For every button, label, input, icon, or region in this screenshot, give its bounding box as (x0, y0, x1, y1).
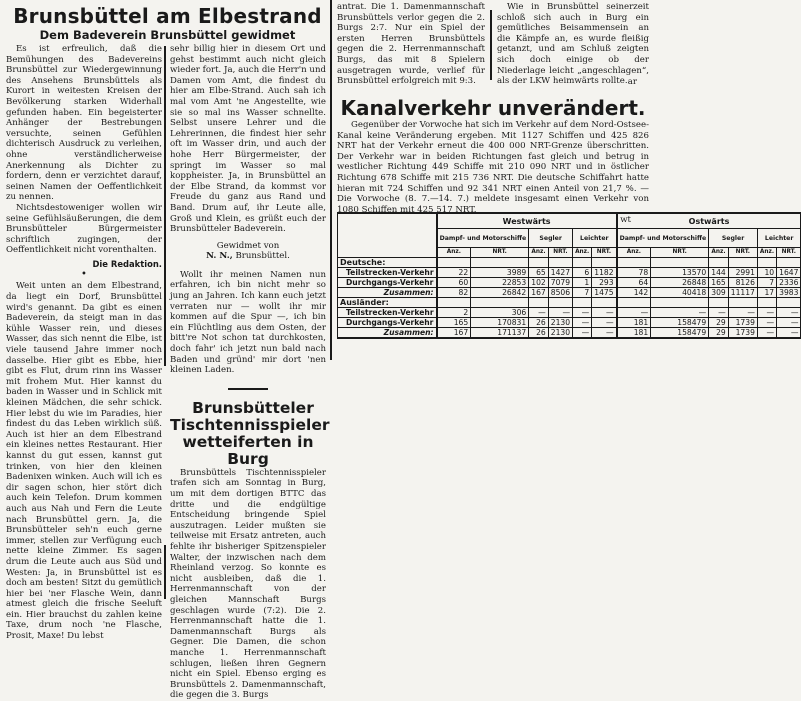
table-cell (651, 258, 709, 268)
article-column-4 (497, 2, 649, 87)
table-cell: 7 (757, 278, 776, 288)
column-rule (330, 0, 332, 360)
table-cell: 10 (757, 268, 776, 278)
table-cell: 26 (529, 318, 549, 328)
table-cell: 158479 (651, 328, 709, 339)
table-cell: 1647 (777, 268, 801, 278)
table-cell: 181 (617, 328, 651, 339)
table-cell: — (757, 318, 776, 328)
table-cell: 22 (437, 268, 471, 278)
table-cell: 165 (709, 278, 729, 288)
table-cell: — (728, 308, 757, 318)
dedication-author: N. N., (206, 251, 233, 262)
row-label: Teilstrecken-Verkehr (338, 308, 437, 318)
table-cell: 7 (573, 288, 592, 298)
table-cell: 1475 (592, 288, 617, 298)
postscript-text: Wollt ihr meinen Namen nun erfahren, ich bin nicht mehr so jung an Jahren. Ich kann euch jetzt verraten nur — wollt ihr mir kommen auf die Spur —, ich bin ein Flüchtling aus dem Osten, der bitt're Not schon tat durchkosten, doch fahr' ich jetzt nun bald nach Baden und gründ' mir dort 'nen kleinen Laden. (170, 269, 326, 376)
table-row (338, 308, 801, 318)
table-cell: — (777, 318, 801, 328)
table-cell (617, 298, 651, 308)
table-cell (651, 298, 709, 308)
table-cell: — (529, 308, 549, 318)
unit-count-header: Anz. (529, 248, 549, 258)
table-cell: — (573, 308, 592, 318)
table-cell: — (592, 318, 617, 328)
column-rule (164, 46, 166, 366)
section-label: Deutsche: (338, 258, 437, 268)
table-cell: 65 (529, 268, 549, 278)
table-cell: — (617, 308, 651, 318)
section-row (338, 258, 801, 268)
table-cell: 3989 (471, 268, 529, 278)
total-label: Zusammen: (338, 288, 437, 298)
unit-nrt-header: NRT. (728, 248, 757, 258)
table-cell: 165 (437, 318, 471, 328)
article-column-1 (6, 44, 162, 642)
table-cell: 60 (437, 278, 471, 288)
table-cell: 144 (709, 268, 729, 278)
unit-count-header: Anz. (437, 248, 471, 258)
unit-count-header: Anz. (617, 248, 651, 258)
table-cell: 6 (573, 268, 592, 278)
table-cell (529, 258, 549, 268)
table-cell: 2130 (548, 328, 572, 339)
row-label: Durchgangs-Verkehr (338, 318, 437, 328)
article-column-3 (337, 2, 485, 87)
section-label: Ausländer: (338, 298, 437, 308)
subheader-sailing: Segler (709, 229, 758, 248)
table-cell: — (592, 308, 617, 318)
table-cell (573, 258, 592, 268)
table-cell: 1182 (592, 268, 617, 278)
tabletennis-headline: Brunsbütteler Tischtennisspieler wetteiferten in Burg (170, 398, 330, 468)
table-cell: 102 (529, 278, 549, 288)
table-cell: 40418 (651, 288, 709, 298)
table-cell: 2336 (777, 278, 801, 288)
table-cell: 306 (471, 308, 529, 318)
table-cell (777, 298, 801, 308)
table-cell: 2130 (548, 318, 572, 328)
table-cell: 78 (617, 268, 651, 278)
bullet-separator: • (81, 269, 87, 281)
table-cell: 2991 (728, 268, 757, 278)
subheader-lighter: Leichter (757, 229, 801, 248)
table-cell (617, 258, 651, 268)
group-header-westward: Westwärts (437, 213, 617, 229)
table-cell: — (757, 308, 776, 318)
table-cell (777, 258, 801, 268)
canal-traffic-table (337, 212, 801, 339)
dedication-place: Brunsbüttel. (235, 251, 290, 262)
table-cell: 1739 (728, 318, 757, 328)
table-cell: 11117 (728, 288, 757, 298)
tabletennis-body-continued: antrat. Die 1. Damenmannschaft Brunsbüttels verlor gegen die 2. Burgs 2:7. Nur ein Spiel der ersten Herren Brunsbüttels gegen die 2. Herrenmannschaft Burgs, das mit 8 Spielern ausgetragen wurde, verlief für Brunsbüttel erfolgreich mit 9:3. (337, 2, 485, 87)
table-cell: 1427 (548, 268, 572, 278)
editor-signature: Die Redaktion. (92, 258, 162, 269)
column-rule (490, 10, 492, 80)
table-cell: 167 (529, 288, 549, 298)
table-cell: 8506 (548, 288, 572, 298)
table-cell (437, 298, 471, 308)
dedication (170, 241, 326, 262)
table-cell: 309 (709, 288, 729, 298)
table-cell: 170831 (471, 318, 529, 328)
table-cell: 1 (573, 278, 592, 288)
table-cell (728, 258, 757, 268)
poem-text: sehr billig hier in diesem Ort und gehst bestimmt auch nicht gleich wieder fort. Ja, auch die Herr'n und Damen vom Amt, die findest du hier am Elbe-Strand. Auch sah ich mal vom Amt 'ne Angestellte, wie sie so mal ins Wasser schnellte. Selbst unsere Lehrer und die Lehrerinnen, die findest hier sehr oft im Wasser drin, und auch der hohe Herr Bürgermeister, der springt im Wasser so mal koppheister. Ja, in Brunsbüttel an der Elbe Strand, da kommst vor Freude du ganz aus Rand und Band. Drum auf, ihr Leute alle, Groß und Klein, es grüßt euch der Brunsbütteler Badeverein. (170, 44, 326, 235)
poem-text: Weit unten an dem Elbestrand, da liegt ein Dorf, Brunsbüttel wird's genannt. Da gibt es einen Badeverein, da steigt man in das kühle Wasser rein, und dieses Wasser, das sich nennt die Elbe, ist viele tausend Jahre immer noch dasselbe. Hier gibt es Ebbe, hier gibt es Flut, drum rinn ins Wasser mit frohem Mut. Hier kannst du baden in Wasser und in Schlick mit kleinen Mädchen, die sehr schick. Hier lebst du wie im Paradies, hier findest du das Leben wirklich süß. Auch ist hier an dem Elbestrand ein kleines nettes Restaurant. Hier kannst du gut essen, kannst gut trinken, von hier den kleinen Badenixen winken. Auch will ich es dir sagen schon, hier stört dich auch kein Telefon. Drum kommen auch aus Nah und Fern die Leute nach Brunsbüttel gern. Ja, die Brunsbütteler seh'n euch gerne immer, stellen zur Verfügung euch nette kleine Zimmer. Es sagen drum die Leute auch aus Süd und Westen: Ja, in Brunsbüttel ist es doch am besten! Sitzt du gemütlich hier bei 'ner Flasche Wein, dann atmest gleich die frische Seeluft ein. Hier brauchst du zahlen keine Taxe, drum noch 'ne Flasche, Prosit, Maxe! Du lebst (6, 281, 162, 642)
canal-headline: Kanalverkehr unverändert. (340, 96, 646, 120)
table-cell: — (573, 318, 592, 328)
table-cell (709, 298, 729, 308)
table-cell: 2 (437, 308, 471, 318)
total-row (338, 328, 801, 339)
table-cell: 3983 (777, 288, 801, 298)
row-label: Teilstrecken-Verkehr (338, 268, 437, 278)
article-subheadline: Dem Badeverein Brunsbüttel gewidmet (39, 28, 296, 42)
table-cell: 293 (592, 278, 617, 288)
table-cell: 64 (617, 278, 651, 288)
table-cell: 29 (709, 328, 729, 339)
article-column-2 (170, 44, 330, 701)
table-corner (338, 213, 437, 258)
table-cell: 82 (437, 288, 471, 298)
tabletennis-body-end: Wie in Brunsbüttel seinerzeit schloß sich auch in Burg ein gemütliches Beisammensein an die Kämpfe an, es wurde fleißig getanzt, und am Schluß zeigten sich doch einige ob der Niederlage leicht „angeschlagen“, als der LKW heimwärts rollte. (497, 2, 649, 87)
table-cell: — (709, 308, 729, 318)
table-cell: — (651, 308, 709, 318)
table-cell (471, 298, 529, 308)
table-cell: — (777, 328, 801, 339)
canal-paragraph: Gegenüber der Vorwoche hat sich im Verkehr auf dem Nord-Ostsee-Kanal keine Veränderung ergeben. Mit 1127 Schiffen und 425 826 NRT hat der Verkehr erneut die 400 000 NRT-Grenze überschritten. Der Verkehr war in beiden Richtungen fast gleich und betrug in westlicher Richtung 449 Schiffe mit 210 090 NRT und in östlicher Richtung 678 Schiffe mit 215 736 NRT. Die deutsche Schiffahrt hatte hieran mit 724 Schiffen und 92 341 NRT einen Anteil von 21,7 %. — Die Vorwoche (8. 7.—14. 7.) meldete insgesamt einen Verkehr von 1080 Schiffen mit 425 517 NRT. (337, 120, 649, 215)
section-divider (228, 388, 268, 390)
table-cell: 181 (617, 318, 651, 328)
table-cell: 142 (617, 288, 651, 298)
canal-signature: wt (620, 215, 631, 226)
unit-nrt-header: NRT. (548, 248, 572, 258)
article-headline: Brunsbüttel am Elbestrand (13, 4, 322, 28)
table-cell (757, 258, 776, 268)
table-cell: — (757, 328, 776, 339)
table-cell: 26 (529, 328, 549, 339)
unit-count-header: Anz. (573, 248, 592, 258)
table-cell (548, 298, 572, 308)
table-cell (573, 298, 592, 308)
table-cell: 22853 (471, 278, 529, 288)
unit-nrt-header: NRT. (592, 248, 617, 258)
subheader-lighter: Leichter (573, 229, 617, 248)
table-row (338, 318, 801, 328)
row-label: Durchgangs-Verkehr (338, 278, 437, 288)
table-cell: 26842 (471, 288, 529, 298)
tabletennis-body: Brunsbüttels Tischtennisspieler trafen sich am Sonntag in Burg, um mit dem dortigen BTTC das dritte und die endgültige Entscheidung bringende Spiel auszutragen. Leider mußten sie teilweise mit Ersatz antreten, auch fehlte ihr bisheriger Spitzenspieler Walter, der inzwischen nach dem Rheinland verzog. So konnte es nicht ausbleiben, daß die 1. Herrenmannschaft von der gleichen Mannschaft Burgs geschlagen wurde (7:2). Die 2. Herrenmannschaft hatte die 1. Damenmannschaft Burgs als Gegner. Die Damen, die schon manche 1. Herrenmannschaft schlugen, ließen ihren Gegnern nicht ein Spiel. Ebenso erging es Brunsbüttels 2. Damenmannschaft, die gegen die 3. Burgs (170, 467, 326, 701)
table-cell (728, 298, 757, 308)
table-cell (757, 298, 776, 308)
table-cell: — (592, 328, 617, 339)
table-cell (709, 258, 729, 268)
table-cell (529, 298, 549, 308)
table-row (338, 278, 801, 288)
canal-body (337, 120, 649, 226)
table-cell: 1739 (728, 328, 757, 339)
unit-nrt-header: NRT. (651, 248, 709, 258)
table-cell: 7079 (548, 278, 572, 288)
table-cell: 13570 (651, 268, 709, 278)
total-row (338, 288, 801, 298)
table-cell: 17 (757, 288, 776, 298)
table-cell: 167 (437, 328, 471, 339)
table-cell: 158479 (651, 318, 709, 328)
table-cell (548, 258, 572, 268)
table-cell: 171137 (471, 328, 529, 339)
unit-nrt-header: NRT. (777, 248, 801, 258)
table-cell: 26848 (651, 278, 709, 288)
dedication-line: Gewidmet von (216, 240, 280, 251)
unit-count-header: Anz. (757, 248, 776, 258)
table-cell: — (777, 308, 801, 318)
subheader-steam-motor: Dampf- und Motorschiffe (437, 229, 529, 248)
total-label: Zusammen: (338, 328, 437, 339)
table-cell: 29 (709, 318, 729, 328)
table-cell (471, 258, 529, 268)
table-cell: — (573, 328, 592, 339)
intro-paragraph: Es ist erfreulich, daß die Bemühungen des Badevereins Brunsbüttel zur Wiedergewinnung des Ansehens Brunsbüttels als Kurort in weitesten Kreisen der Bevölkerung starken Widerhall gefunden haben. Ein begeisterter Anhänger der Bestrebungen versuchte, seinen Gefühlen dichterisch Ausdruck zu verleihen, ohne verständlicherweise Anerkennung als Dichter zu fordern, denn er verzichtet darauf, seinen Namen der Oeffentlichkeit zu nennen. (6, 44, 162, 203)
intro-paragraph: Nichtsdestoweniger wollen wir seine Gefühlsäußerungen, die dem Brunsbütteler Bürgermeister schriftlich zugingen, der Oeffentlichkeit nicht vorenthalten. (6, 202, 162, 256)
subheader-steam-motor: Dampf- und Motorschiffe (617, 229, 709, 248)
column-rule (164, 545, 166, 599)
tabletennis-signature: ar (627, 76, 637, 87)
dedication-author-line (170, 251, 326, 262)
table-body (338, 258, 801, 339)
table-cell (437, 258, 471, 268)
table-cell (592, 298, 617, 308)
table-cell: — (548, 308, 572, 318)
table-cell: 8126 (728, 278, 757, 288)
unit-nrt-header: NRT. (471, 248, 529, 258)
group-header-eastward: Ostwärts (617, 213, 801, 229)
table-cell (592, 258, 617, 268)
table-row (338, 268, 801, 278)
subheader-sailing: Segler (529, 229, 573, 248)
unit-count-header: Anz. (709, 248, 729, 258)
section-row (338, 298, 801, 308)
